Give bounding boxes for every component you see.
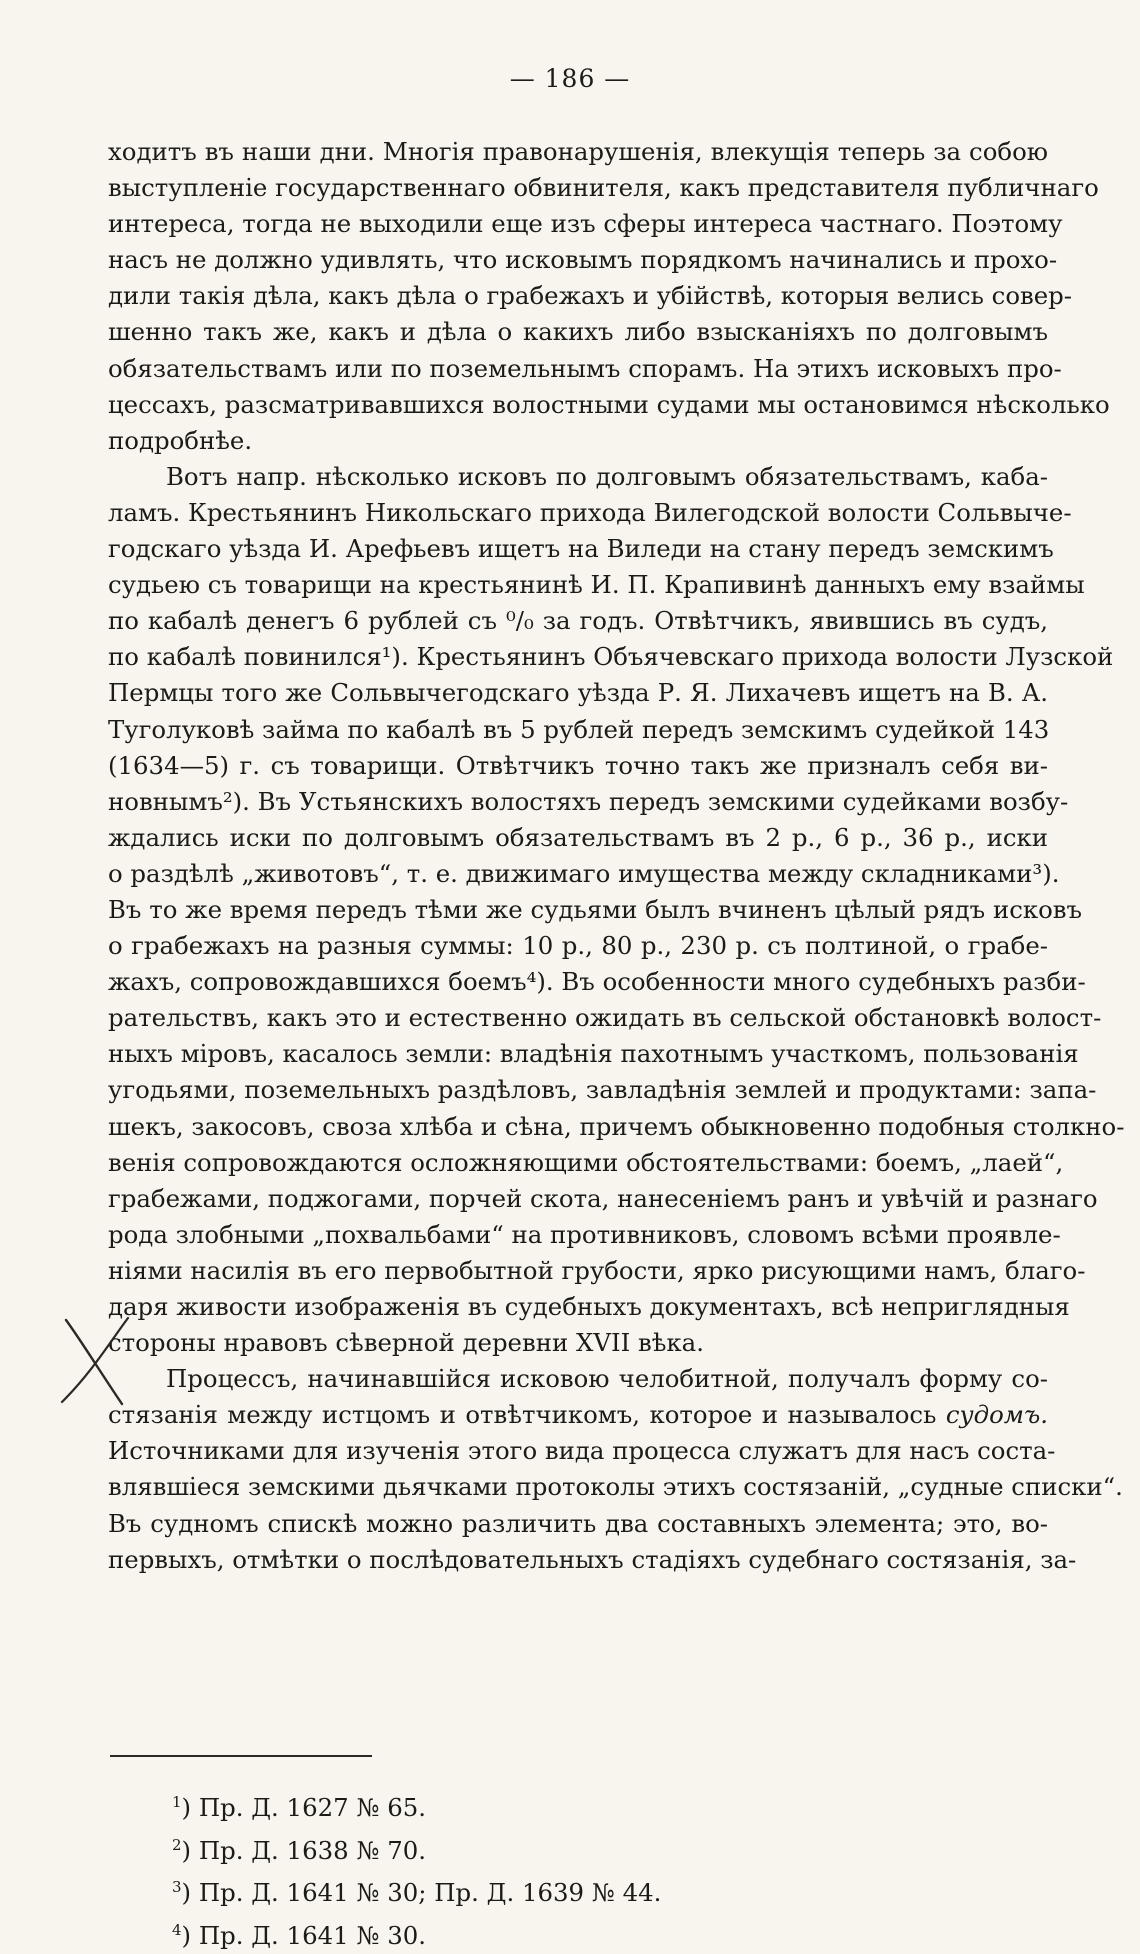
footnote-text: Пр. Д. 1638 № 70.	[199, 1836, 426, 1865]
footnote-text: Пр. Д. 1641 № 30; Пр. Д. 1639 № 44.	[199, 1878, 662, 1907]
text-line: насъ не должно удивлять, что исковымъ порядкомъ начинались и прохо-	[108, 242, 1048, 278]
handwritten-cross-mark	[52, 1312, 138, 1408]
text-line: судьею съ товарищи на крестьянинѣ И. П. Крапивинѣ данныхъ ему взаймы	[108, 567, 1048, 603]
text-line: Вотъ напр. нѣсколько исковъ по долговымъ обязательствамъ, каба-	[108, 459, 1048, 495]
footnotes	[172, 1784, 661, 1954]
footnote: $^1$) Пр. Д. 1627 № 65.	[172, 1784, 661, 1827]
text-line: (1634—5) г. съ товарищи. Отвѣтчикъ точно такъ же призналъ себя ви-	[108, 748, 1048, 784]
text-line	[108, 1397, 1048, 1433]
emphasized-term: судомъ.	[946, 1400, 1048, 1429]
footnote: $^4$) Пр. Д. 1641 № 30.	[172, 1912, 661, 1954]
text-line: Въ судномъ спискѣ можно различить два составныхъ элемента; это, во-	[108, 1506, 1048, 1542]
text-line: ныхъ міровъ, касалось земли: владѣнія пахотнымъ участкомъ, пользованія	[108, 1036, 1048, 1072]
text-line: Туголуковѣ займа по кабалѣ въ 5 рублей передъ земскимъ судейкой 143	[108, 712, 1048, 748]
body-text	[108, 134, 1048, 1578]
text-line: грабежами, поджогами, порчей скота, нанесеніемъ ранъ и увѣчій и разнаго	[108, 1181, 1048, 1217]
text-run: стязанія между истцомъ и отвѣтчикомъ, которое и называлось	[108, 1400, 946, 1429]
text-line: влявшіеся земскими дьячками протоколы этихъ состязаній, „судные списки“.	[108, 1469, 1048, 1505]
text-line: рательствъ, какъ это и естественно ожидать въ сельской обстановкѣ волост-	[108, 1000, 1048, 1036]
text-line: дили такія дѣла, какъ дѣла о грабежахъ и убійствѣ, которыя велись совер-	[108, 278, 1048, 314]
text-line: жахъ, сопровождавшихся боемъ⁴). Въ особенности много судебныхъ разби-	[108, 964, 1048, 1000]
text-line: первыхъ, отмѣтки о послѣдовательныхъ стадіяхъ судебнаго состязанія, за-	[108, 1542, 1048, 1578]
footnote-mark: 1	[172, 1793, 182, 1811]
footnote: $^2$) Пр. Д. 1638 № 70.	[172, 1827, 661, 1870]
text-line: интереса, тогда не выходили еще изъ сферы интереса частнаго. Поэтому	[108, 206, 1048, 242]
text-line: Въ то же время передъ тѣми же судьями былъ вчиненъ цѣлый рядъ исковъ	[108, 892, 1048, 928]
text-line: угодьями, поземельныхъ раздѣловъ, завладѣнія землей и продуктами: запа-	[108, 1072, 1048, 1108]
text-line: ніями насилія въ его первобытной грубости, ярко рисующими намъ, благо-	[108, 1253, 1048, 1289]
text-line: подробнѣе.	[108, 423, 1048, 459]
text-line: шенно такъ же, какъ и дѣла о какихъ либо взысканіяхъ по долговымъ	[108, 314, 1048, 350]
text-line: по кабалѣ денегъ 6 рублей съ ⁰/₀ за годъ. Отвѣтчикъ, явившись въ судъ,	[108, 603, 1048, 639]
text-line: выступленіе государственнаго обвинителя, какъ представителя публичнаго	[108, 170, 1048, 206]
text-line: цессахъ, разсматривавшихся волостными судами мы остановимся нѣсколько	[108, 387, 1048, 423]
footnote-divider	[110, 1755, 372, 1757]
text-line: ламъ. Крестьянинъ Никольскаго прихода Вилегодской волости Сольвыче-	[108, 495, 1048, 531]
text-line: по кабалѣ повинился¹). Крестьянинъ Объячевскаго прихода волости Лузской	[108, 639, 1048, 675]
text-line: обязательствамъ или по поземельнымъ спорамъ. На этихъ исковыхъ про-	[108, 351, 1048, 387]
paragraph-1	[108, 134, 1048, 459]
footnote-mark: 3	[172, 1878, 182, 1896]
footnote-text: Пр. Д. 1641 № 30.	[199, 1921, 426, 1950]
footnote-mark: 4	[172, 1921, 182, 1939]
text-line: даря живости изображенія въ судебныхъ документахъ, всѣ неприглядныя	[108, 1289, 1048, 1325]
paragraph-2	[108, 459, 1048, 1361]
text-line: Источниками для изученія этого вида процесса служатъ для насъ соста-	[108, 1433, 1048, 1469]
text-line: о грабежахъ на разныя суммы: 10 р., 80 р., 230 р. съ полтиной, о грабе-	[108, 928, 1048, 964]
text-line: шекъ, закосовъ, своза хлѣба и сѣна, причемъ обыкновенно подобныя столкно-	[108, 1109, 1048, 1145]
text-line: стороны нравовъ сѣверной деревни XVII вѣка.	[108, 1325, 1048, 1361]
footnote: $^3$) Пр. Д. 1641 № 30; Пр. Д. 1639 № 44.	[172, 1869, 661, 1912]
text-line: о раздѣлѣ „животовъ“, т. е. движимаго имущества между складниками³).	[108, 856, 1048, 892]
text-line: венія сопровождаются осложняющими обстоятельствами: боемъ, „лаей“,	[108, 1145, 1048, 1181]
text-line: годскаго уѣзда И. Арефьевъ ищетъ на Виледи на стану передъ земскимъ	[108, 531, 1048, 567]
text-line: Пермцы того же Сольвычегодскаго уѣзда Р. Я. Лихачевъ ищетъ на В. А.	[108, 675, 1048, 711]
text-line: новнымъ²). Въ Устьянскихъ волостяхъ передъ земскими судейками возбу-	[108, 784, 1048, 820]
footnote-mark: 2	[172, 1836, 182, 1854]
footnote-text: Пр. Д. 1627 № 65.	[199, 1793, 426, 1822]
page-number: — 186 —	[0, 64, 1140, 93]
text-line: ждались иски по долговымъ обязательствамъ въ 2 р., 6 р., 36 р., иски	[108, 820, 1048, 856]
text-line: ходитъ въ наши дни. Многія правонарушенія, влекущія теперь за собою	[108, 134, 1048, 170]
text-line: рода злобными „похвальбами“ на противниковъ, словомъ всѣми проявле-	[108, 1217, 1048, 1253]
text-line: Процессъ, начинавшійся исковою челобитной, получалъ форму со-	[108, 1361, 1048, 1397]
paragraph-3	[108, 1361, 1048, 1578]
